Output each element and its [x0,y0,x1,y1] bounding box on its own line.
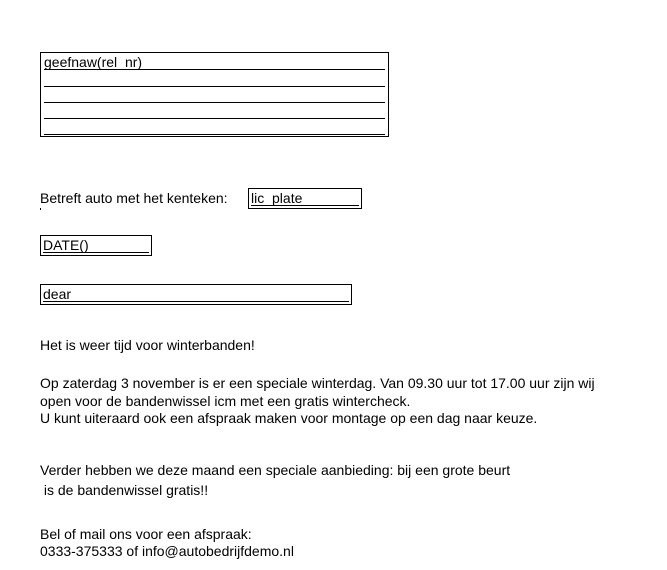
license-plate-value: lic_plate [251,190,359,206]
body-heading: Het is weer tijd voor winterbanden! [40,337,255,353]
date-value: DATE() [43,237,149,253]
address-block[interactable] [40,52,389,137]
contact-line-1: Bel of mail ons voor een afspraak: [40,526,252,542]
license-label: Betreft auto met het kenteken: [40,190,228,206]
body-paragraph-2-line-1: Verder hebben we deze maand een speciale aanbieding: bij een grote beurt [40,462,511,478]
license-plate-field[interactable] [248,188,362,209]
salutation-value: dear [43,286,349,302]
address-line-2[interactable] [44,71,385,87]
salutation-field[interactable] [40,284,352,305]
address-line-5[interactable] [44,119,385,135]
date-field[interactable] [40,235,152,256]
address-line-3[interactable] [44,87,385,103]
body-paragraph-2-line-2: is de bandenwissel gratis!! [40,482,209,498]
body-paragraph-1-line-1: Op zaterdag 3 november is er een speciale winterdag. Van 09.30 uur tot 17.00 uur zijn wij [40,375,595,391]
body-paragraph-1-line-3: U kunt uiteraard ook een afspraak maken voor montage op een dag naar keuze. [40,410,538,426]
address-line-1[interactable]: geefnaw(rel_nr) [44,54,385,70]
contact-line-2: 0333-375333 of info@autobedrijfdemo.nl [40,543,294,559]
small-mark [40,208,41,210]
address-line-4[interactable] [44,103,385,119]
body-paragraph-1-line-2: open voor de bandenwissel icm met een gratis wintercheck. [40,393,411,409]
